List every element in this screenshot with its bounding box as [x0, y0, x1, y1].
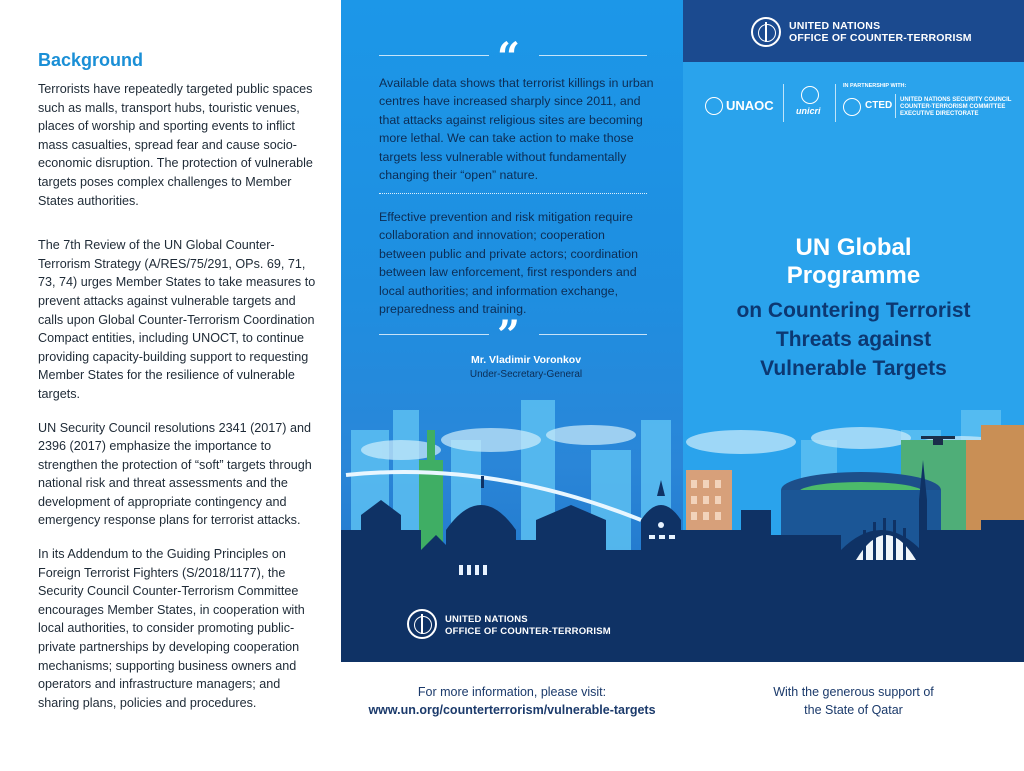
unaoc-emblem-icon	[705, 97, 723, 115]
oct-header	[683, 0, 1024, 62]
support-line1: With the generous support of	[773, 685, 934, 699]
cted-emblem-icon	[843, 98, 861, 116]
partner-divider	[835, 84, 836, 122]
city-skyline-illustration	[341, 380, 1024, 662]
quote-paragraph-1: Available data shows that terrorist killings in urban centres have increased sharply since 2011, and that attacks against religious sites are becoming more lethal. We can take action to make those targets less vulnerable without fundamentally changing their “open” nature.	[379, 76, 654, 183]
cted-full-name	[900, 97, 1011, 118]
cted-line3: EXECUTIVE DIRECTORATE	[900, 111, 979, 117]
cted-line2: COUNTER-TERRORISM COMMITTEE	[900, 104, 1006, 110]
oct-name-line1: UNITED NATIONS	[789, 20, 881, 32]
quote-author-title: Under-Secretary-General	[469, 369, 583, 380]
programme-subtitle	[683, 296, 1024, 383]
background-column	[0, 0, 341, 771]
footer-oct-name	[445, 614, 611, 638]
quote-rule-left	[379, 55, 489, 56]
background-text	[38, 80, 323, 727]
oct-name	[789, 20, 972, 44]
unaoc-logo: UNAOC	[726, 98, 774, 113]
programme-title	[683, 234, 1024, 290]
programme-subtitle-line3: Vulnerable Targets	[760, 357, 947, 380]
footer-oct-line2: OFFICE OF COUNTER-TERRORISM	[445, 626, 611, 637]
quote-rule-left-bottom	[379, 334, 489, 335]
footer-oct-line1: UNITED NATIONS	[445, 614, 528, 625]
background-paragraph: In its Addendum to the Guiding Principles on Foreign Terrorist Fighters (S/2018/1177), the Security Council Counter-Terrorism Committee encourages Member States, in cooperation with local authorities, to consider promoting public-private partnerships by developing cooperation mechanisms; supporting business owners and operators and infrastructure managers; and sharing plans, policies and procedures.	[38, 547, 305, 710]
cted-line1: UNITED NATIONS SECURITY COUNCIL	[900, 97, 1012, 103]
cted-logo: CTED	[865, 100, 893, 111]
quote-divider	[379, 193, 647, 194]
more-info-link[interactable]: www.un.org/counterterrorism/vulnerable-targets	[368, 703, 656, 717]
unicri-logo: unicri	[796, 106, 821, 116]
blue-panel	[341, 0, 1024, 662]
more-info-block	[341, 683, 683, 719]
un-emblem-icon	[751, 17, 781, 47]
quote-paragraph-2: Effective prevention and risk mitigation require collaboration and innovation; cooperation between public and private actors; coordination between law enforcement, first responders and local authorities; and information exchange, preparedness and training.	[379, 210, 638, 317]
oct-name-line2: OFFICE OF COUNTER-TERRORISM	[789, 32, 972, 44]
partner-divider	[895, 94, 896, 118]
partnership-label: IN PARTNERSHIP WITH:	[843, 83, 907, 89]
programme-title-line2: Programme	[786, 262, 921, 289]
partner-divider	[783, 84, 784, 122]
quote-rule-right	[539, 55, 647, 56]
background-paragraph: Terrorists have repeatedly targeted public spaces such as malls, transport hubs, touristic venues, places of worship and sporting events to inflict mass casualties, spread fear and cause socio-economic disruption. The protection of vulnerable targets poses complex challenges to Member States authorities.	[38, 82, 313, 208]
unicri-emblem-icon	[801, 86, 819, 104]
more-info-label: For more information, please visit:	[417, 685, 607, 699]
programme-title-line1: UN Global	[795, 234, 912, 261]
support-line2: the State of Qatar	[804, 703, 903, 717]
support-block	[683, 683, 1024, 719]
background-paragraph: UN Security Council resolutions 2341 (2017) and 2396 (2017) emphasize the importance to strengthen the protection of “soft” targets through national risk and threat assessments and the development of appropriate contingency and emergency response plans for terrorist attacks.	[38, 420, 312, 528]
programme-subtitle-line2: Threats against	[775, 328, 932, 351]
background-heading: Background	[38, 50, 144, 70]
close-quote-icon: ”	[497, 312, 521, 359]
un-emblem-icon	[407, 609, 437, 639]
background-paragraph: The 7th Review of the UN Global Counter-Terrorism Strategy (A/RES/75/291, OPs. 69, 71, 73, 74) urges Member States to take measures to prevent attacks against vulnerable targets and calls upon Global Counter-Terrorism Coordination Compact entities, including UNOCT, to continue providing capacity-building support to requesting Member States for the resilience of vulnerable targets.	[38, 238, 316, 401]
programme-subtitle-line1: on Countering Terrorist	[736, 299, 971, 322]
quote-rule-right-bottom	[539, 334, 647, 335]
open-quote-icon: “	[497, 34, 521, 81]
quote-author: Mr. Vladimir Voronkov	[470, 354, 582, 366]
